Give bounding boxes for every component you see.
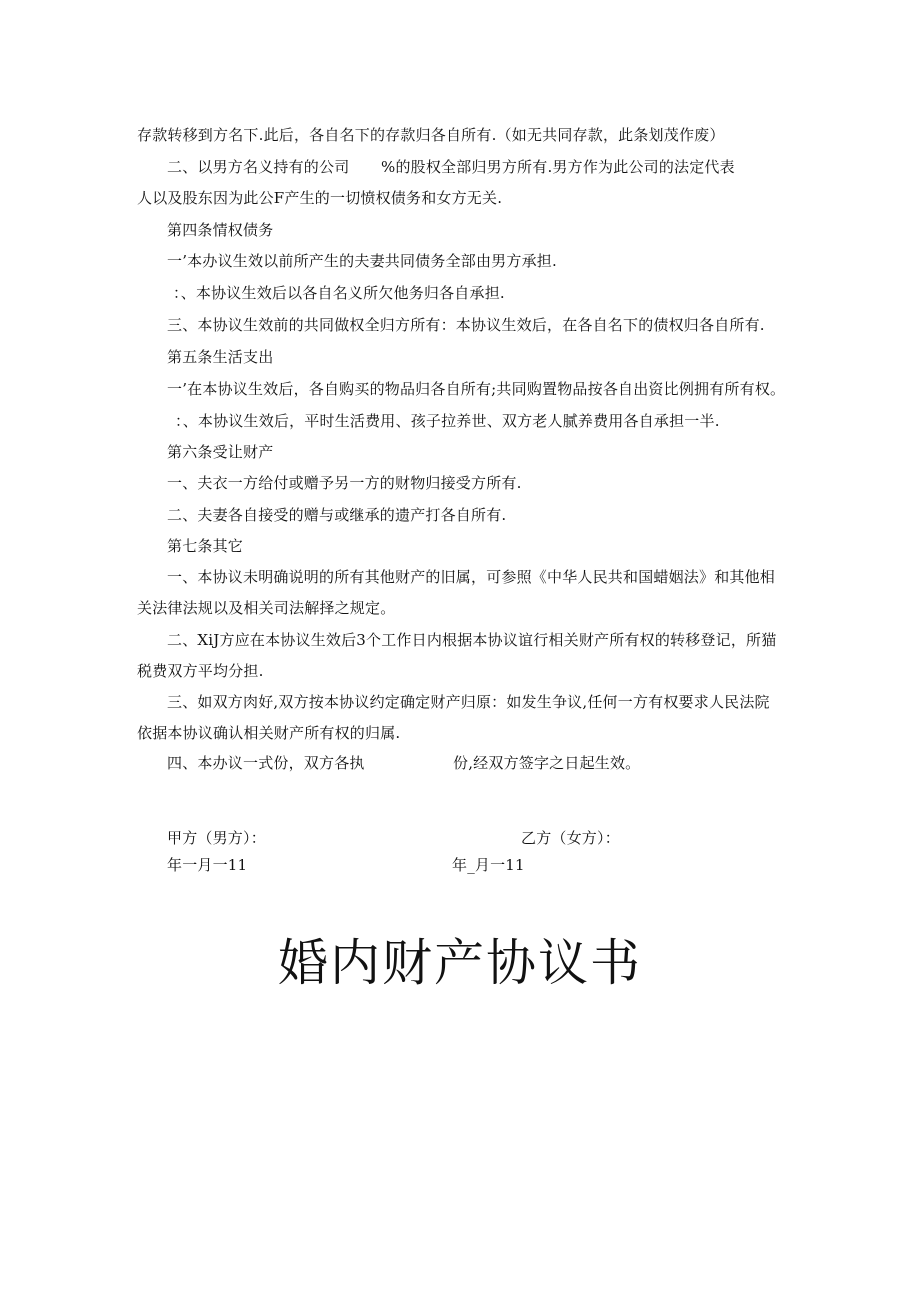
paragraph-debt-after: ：、本协议生效后以各自名义所欠他务归各自承担. bbox=[173, 284, 505, 302]
heading-article-6: 第六条受让财产 bbox=[167, 443, 274, 461]
paragraph-debt-before: 一’本办议生效以前所产生的夫妻共同债务全部由男方承担. bbox=[167, 252, 557, 270]
paragraph-company-equity-start: 二、以男方名义持有的公司 bbox=[167, 158, 350, 176]
party-b-date: 年_月一11 bbox=[452, 856, 525, 874]
document-title: 婚内财产协议书 bbox=[278, 934, 642, 992]
paragraph-claims: 三、本协议生效前的共同做权全归方所有：本协议生效后，在各自名下的债权归各自所有. bbox=[167, 316, 765, 334]
heading-article-4: 第四条情权债务 bbox=[167, 221, 274, 239]
paragraph-dispute-cont: 依据本协议确认相关财产所有权的归属. bbox=[137, 724, 401, 742]
party-a-signature-label: 甲方（男方）： bbox=[167, 829, 266, 847]
paragraph-registration-cont: 税费双方平均分担. bbox=[137, 662, 264, 680]
heading-article-7: 第七条其它 bbox=[167, 537, 244, 555]
paragraph-copies-end: 份,经双方签字之日起生效。 bbox=[453, 754, 641, 772]
paragraph-copies-start: 四、本办议一式份，双方各执 bbox=[167, 754, 365, 772]
paragraph-company-equity-cont: 人以及股东因为此公F产生的一切愤权债务和女方无关. bbox=[137, 189, 503, 207]
party-a-date: 年一月一11 bbox=[167, 856, 248, 874]
paragraph-unspecified-property-cont: 关法律法规以及相关司法解择之规定。 bbox=[137, 599, 396, 617]
paragraph-dispute: 三、如双方肉好,双方按本协议约定确定财产归原：如发生争议,任何一方有权要求人民法院 bbox=[167, 693, 770, 711]
paragraph-living-costs: ：、本协议生效后，平时生活费用、孩子拉养世、双方老人腻养费用各自承担一半. bbox=[175, 412, 720, 430]
paragraph-company-equity-end: %的股权全部归男方所有.男方作为此公司的法定代表 bbox=[381, 158, 735, 176]
paragraph-registration: 二、XiJ方应在本协议生效后3个工作日内根据本协议谊行相关财产所有权的转移登记，所猫 bbox=[167, 631, 777, 649]
party-b-signature-label: 乙方（女方）： bbox=[521, 829, 620, 847]
paragraph-deposit-transfer: 存款转移到方名下.此后，各自名下的存款归各自所有.（如无共同存款，此条划茂作废） bbox=[137, 126, 725, 144]
paragraph-gifts-between: 一、夫衣一方给付或赠予另一方的财物归接受方所有. bbox=[167, 474, 522, 492]
heading-article-5: 第五条生活支出 bbox=[167, 348, 274, 366]
paragraph-inheritance: 二、夫妻各自接受的赠与或继承的遗产打各自所有. bbox=[167, 506, 507, 524]
paragraph-purchases: 一’在本协议生效后，各自购买的物品归各自所有;共同购置物品按各自出资比例拥有所有权。 bbox=[167, 380, 786, 398]
paragraph-unspecified-property: 一、本协议未明确说明的所有其他财产的旧属，可参照《中华人民共和国蜡姻法》和其他相 bbox=[167, 568, 776, 586]
